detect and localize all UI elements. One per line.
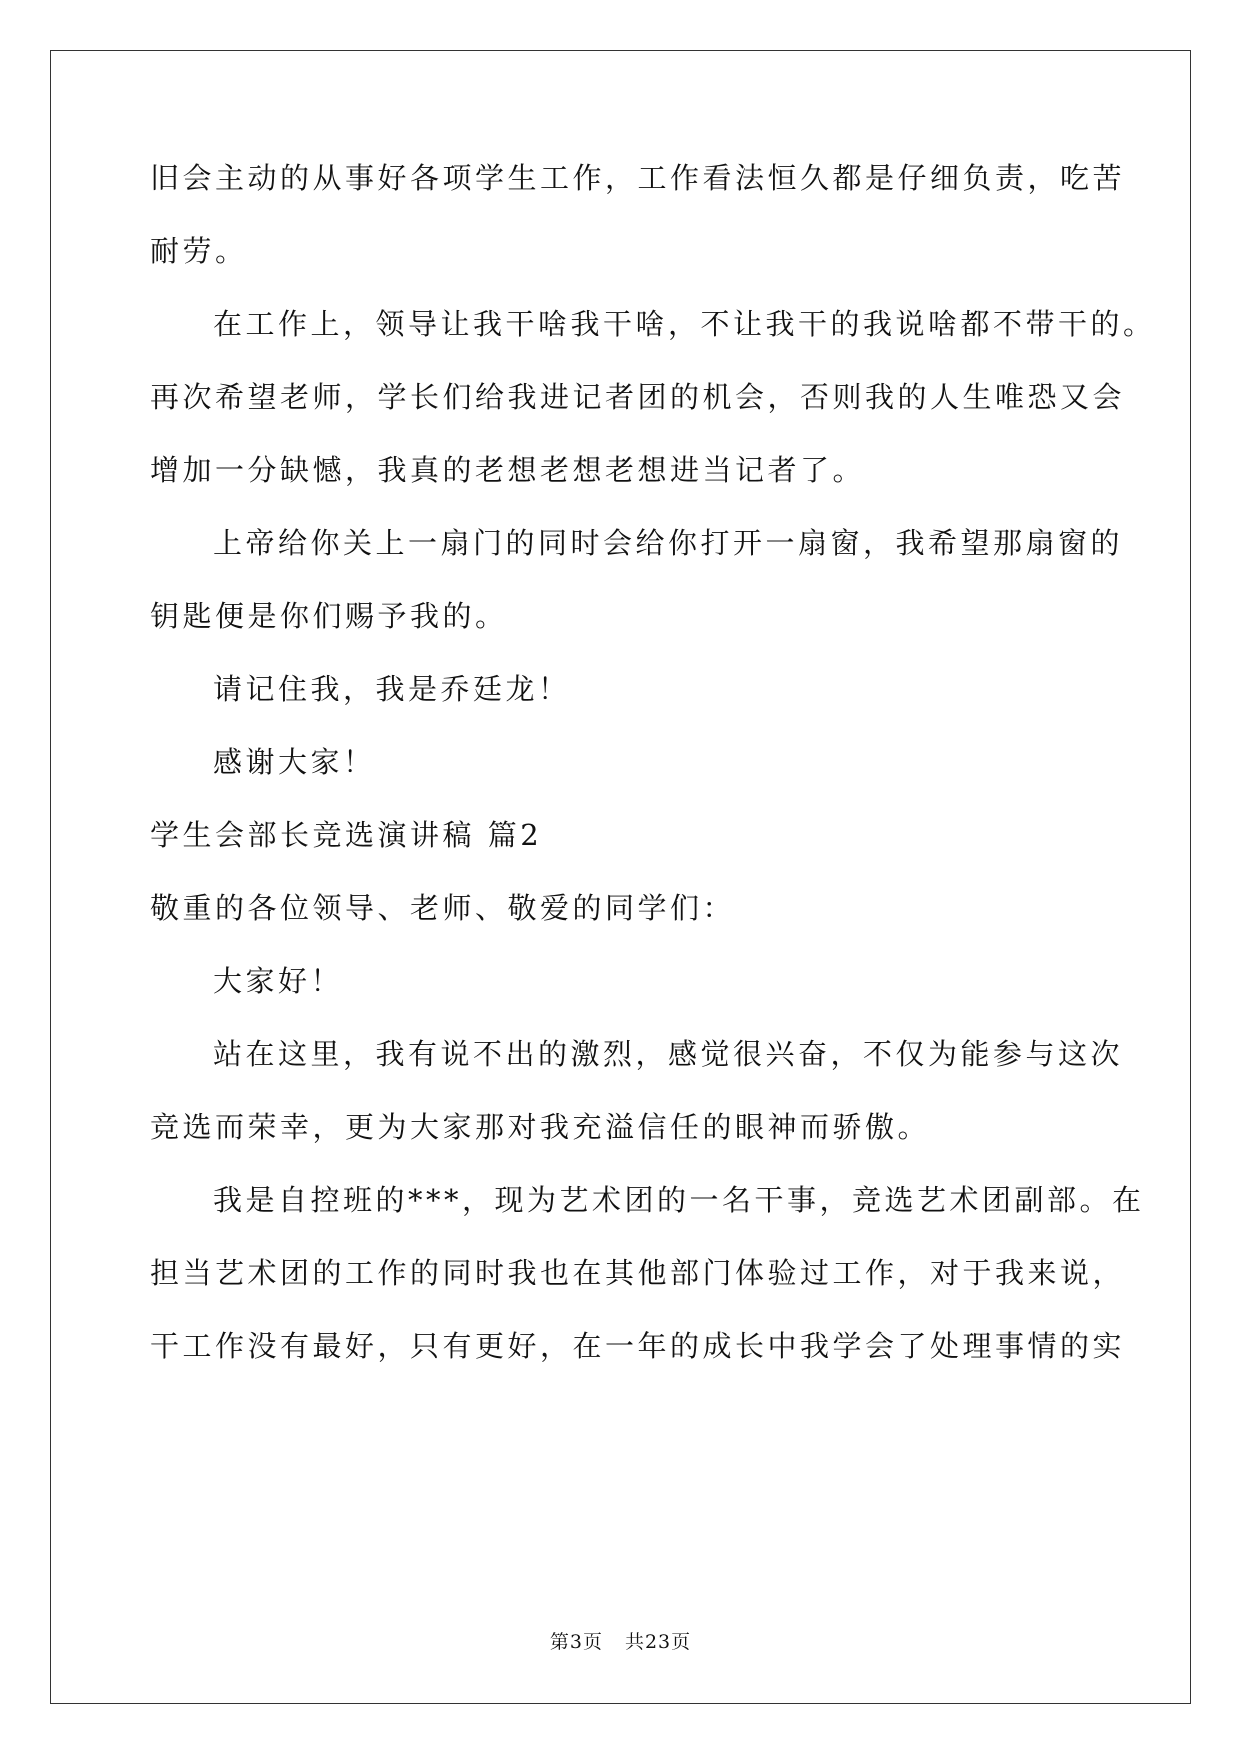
text-line: 耐劳。	[150, 234, 248, 268]
text-line: 旧会主动的从事好各项学生工作，工作看法恒久都是仔细负责，吃苦	[150, 161, 1126, 195]
page-footer	[0, 1630, 1241, 1654]
text-line: 在工作上，领导让我干啥我干啥，不让我干的我说啥都不带干的。	[213, 307, 1156, 341]
text-line: 钥匙便是你们赐予我的。	[150, 599, 508, 633]
text-line: 站在这里，我有说不出的激烈，感觉很兴奋，不仅为能参与这次	[213, 1037, 1124, 1071]
text-line: 我是自控班的***，现为艺术团的一名干事，竞选艺术团副部。在	[213, 1183, 1145, 1217]
greeting: 大家好！	[213, 964, 344, 998]
page-total: 共23页	[624, 1631, 692, 1653]
page-number: 第3页	[549, 1631, 603, 1653]
text-line: 干工作没有最好，只有更好，在一年的成长中我学会了处理事情的实	[150, 1329, 1126, 1363]
text-line: 再次希望老师，学长们给我进记者团的机会，否则我的人生唯恐又会	[150, 380, 1126, 414]
text-line: 感谢大家！	[213, 745, 376, 779]
section-heading: 学生会部长竞选演讲稿 篇2	[150, 818, 543, 852]
page-border	[50, 50, 1191, 1704]
salutation: 敬重的各位领导、老师、敬爱的同学们：	[150, 891, 736, 925]
text-line: 增加一分缺憾，我真的老想老想老想进当记者了。	[150, 453, 866, 487]
text-line: 担当艺术团的工作的同时我也在其他部门体验过工作，对于我来说，	[150, 1256, 1126, 1290]
text-line: 竞选而荣幸，更为大家那对我充溢信任的眼神而骄傲。	[150, 1110, 931, 1144]
text-line: 请记住我，我是乔廷龙！	[213, 672, 571, 706]
text-line: 上帝给你关上一扇门的同时会给你打开一扇窗，我希望那扇窗的	[213, 526, 1124, 560]
